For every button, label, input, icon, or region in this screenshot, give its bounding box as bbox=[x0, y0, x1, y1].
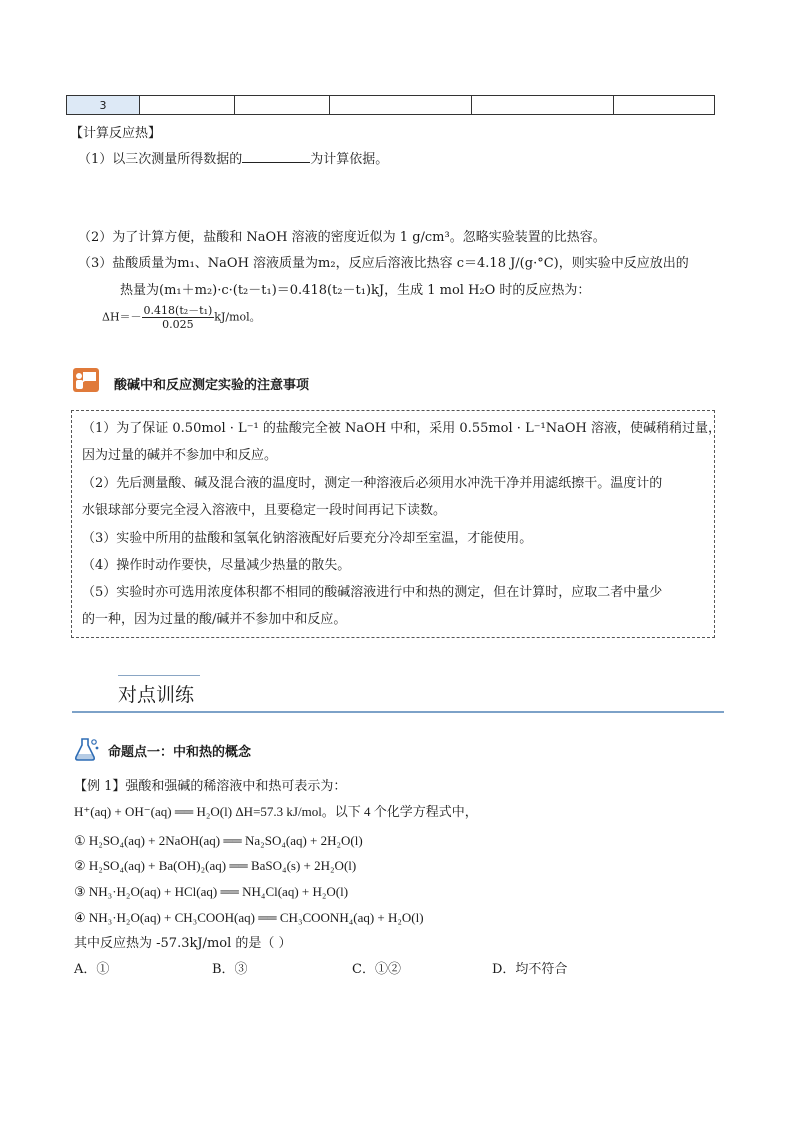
reaction-heat-formula: ΔH＝－ $\frac{\text{0.418(t₂－t₁)}}{0.025}$ kJ/mol。 bbox=[102, 304, 261, 331]
section-title: 对点训练 bbox=[118, 684, 195, 706]
section-rule-top bbox=[118, 675, 200, 676]
option-a[interactable]: A．① bbox=[74, 962, 110, 977]
option-d[interactable]: D．均不符合 bbox=[492, 962, 568, 977]
note-line: （2）先后测量酸、碱及混合液的温度时，测定一种溶液后必须用水冲洗干净并用滤纸擦干。温度计的 bbox=[82, 476, 663, 491]
flask-icon bbox=[72, 736, 100, 762]
calc-item-3-line-1: （3）盐酸质量为m₁、NaOH 溶液质量为m₂，反应后溶液比热容 c＝4.18 J/(g·°C)，则实验中反应放出的 bbox=[78, 256, 689, 271]
note-line: （4）操作时动作要快，尽量减少热量的散失。 bbox=[82, 558, 351, 573]
table-cell bbox=[235, 96, 330, 115]
equation-2: ② H₂SO₄(aq) + Ba(OH)₂(aq) ══ BaSO₄(s) + 2H₂O(l) bbox=[74, 858, 357, 873]
table-row bbox=[67, 96, 715, 115]
table-cell bbox=[472, 96, 614, 115]
notes-title: 酸碱中和反应测定实验的注意事项 bbox=[114, 378, 310, 393]
note-line: 水银球部分要完全浸入溶液中，且要稳定一段时间再记下读数。 bbox=[82, 503, 447, 518]
section-divider bbox=[72, 711, 724, 713]
formula-fraction: $\frac{\text{0.418(t₂－t₁)}}{0.025}$ bbox=[143, 304, 213, 331]
table-cell bbox=[140, 96, 235, 115]
teacher-board-icon bbox=[72, 367, 100, 393]
example-intro: 【例 1】强酸和强碱的稀溶液中和热可表示为： bbox=[74, 779, 347, 794]
note-line: （1）为了保证 0.50mol · L⁻¹ 的盐酸完全被 NaOH 中和，采用 0.55mol · L⁻¹NaOH 溶液，使碱稍稍过量， bbox=[82, 421, 722, 436]
calc-item-1: （1）以三次测量所得数据的 为计算依据。 bbox=[78, 152, 389, 167]
row-number-cell: 3 bbox=[67, 96, 140, 115]
calc-header: 【计算反应热】 bbox=[70, 126, 162, 141]
note-line: （5）实验时亦可选用浓度体积都不相同的酸碱溶液进行中和热的测定，但在计算时，应取二者中量少 bbox=[82, 585, 663, 600]
table-cell bbox=[614, 96, 715, 115]
option-b[interactable]: B．③ bbox=[212, 962, 248, 977]
topic-title: 命题点一：中和热的概念 bbox=[108, 745, 252, 760]
ionic-equation: H⁺(aq) + OH⁻(aq) ══ H₂O(l) ΔH=57.3 kJ/mol。以下 4 个化学方程式中， bbox=[74, 804, 478, 819]
note-line: 因为过量的碱并不参加中和反应。 bbox=[82, 448, 278, 463]
option-c[interactable]: C．①② bbox=[352, 962, 401, 977]
equation-3: ③ NH₃·H₂O(aq) + HCl(aq) ══ NH₄Cl(aq) + H₂O(l) bbox=[74, 884, 349, 899]
equation-1: ① H₂SO₄(aq) + 2NaOH(aq) ══ Na₂SO₄(aq) + 2H₂O(l) bbox=[74, 833, 363, 848]
calc-item-2: （2）为了计算方便，盐酸和 NaOH 溶液的密度近似为 1 g/cm³。忽略实验装置的比热容。 bbox=[78, 230, 606, 245]
calc-item-3-line-2: 热量为(m₁＋m₂)·c·(t₂－t₁)＝0.418(t₂－t₁)kJ，生成 1 mol H₂O 时的反应热为： bbox=[120, 283, 591, 298]
note-line: 的一种，因为过量的酸/碱并不参加中和反应。 bbox=[82, 612, 347, 627]
answer-blank bbox=[242, 150, 310, 163]
data-table bbox=[66, 95, 715, 115]
table-cell bbox=[330, 96, 472, 115]
note-line: （3）实验中所用的盐酸和氢氧化钠溶液配好后要充分冷却至室温，才能使用。 bbox=[82, 531, 533, 546]
notes-box bbox=[71, 410, 722, 638]
equation-4: ④ NH₃·H₂O(aq) + CH₃COOH(aq) ══ CH₃COONH₄(aq) + H₂O(l) bbox=[74, 910, 424, 925]
example-question: 其中反应热为 -57.3kJ/mol 的是（ ） bbox=[74, 936, 292, 951]
